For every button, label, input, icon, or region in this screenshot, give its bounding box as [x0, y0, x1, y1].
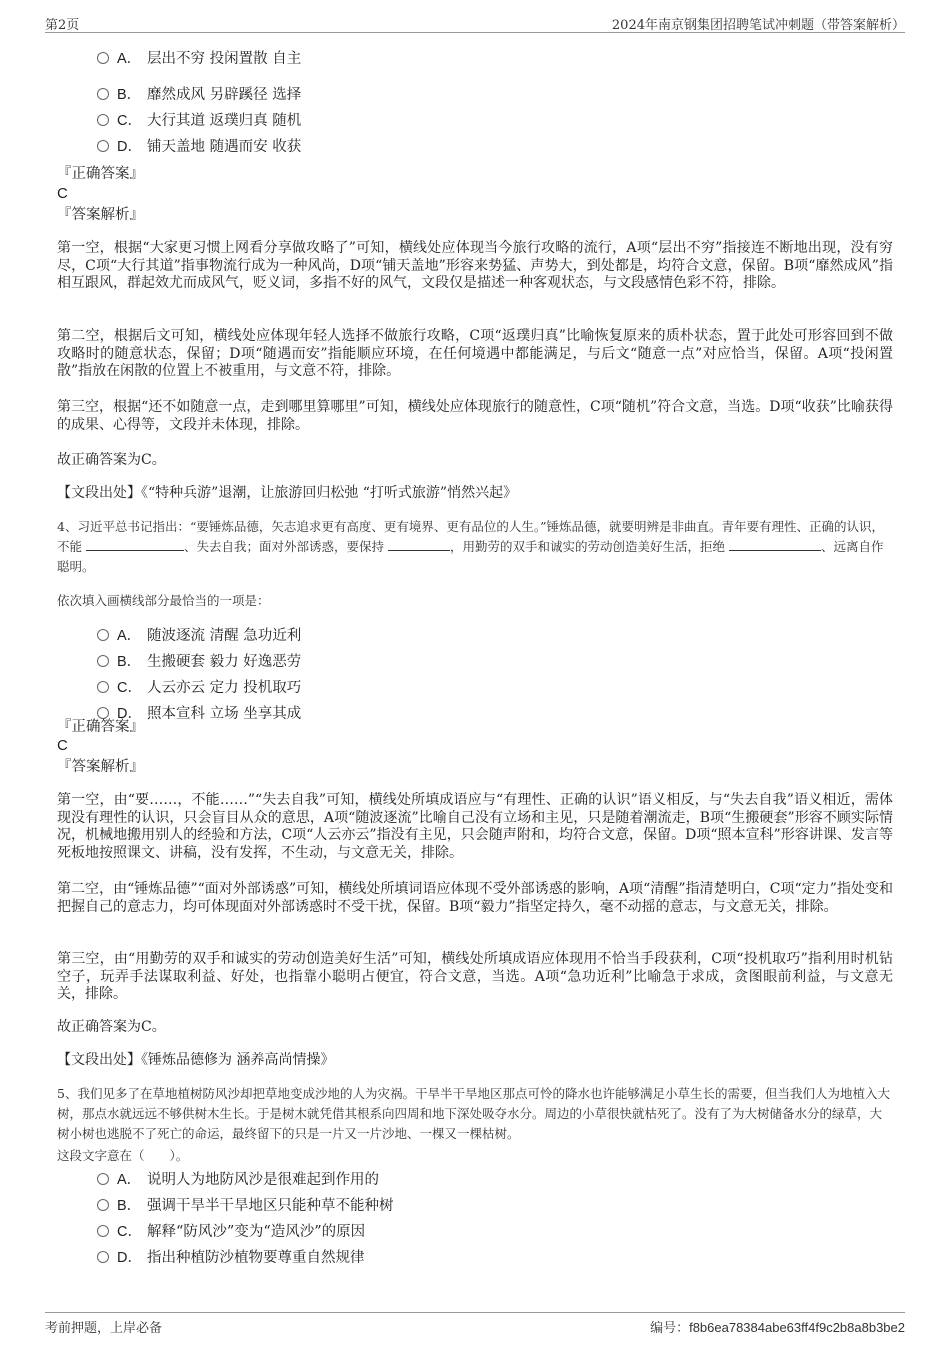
q4-answer: C — [57, 737, 68, 754]
q4-analysis-2: 第二空，由“锤炼品德”“面对外部诱惑”可知，横线处所填词语应体现不受外部诱惑的影响，A项“清醒”指清楚明白，C项“定力”指处变和把握自己的意志力，均可体现面对外部诱惑时不受干扰，保留。B项“毅力”指坚定持久，毫不动摇的意志，与文意无关，排除。 — [57, 881, 893, 915]
radio-icon[interactable] — [97, 629, 109, 641]
radio-icon[interactable] — [97, 681, 109, 693]
q5-option-d[interactable]: D． 指出种植防沙植物要尊重自然规律 — [97, 1248, 365, 1268]
radio-icon[interactable] — [97, 140, 109, 152]
blank-3 — [729, 538, 821, 551]
q4-stem: 4、习近平总书记指出：“要锤炼品德，矢志追求更有高度、更有境界、更有品位的人生。”锤炼品德，就要明辨是非曲直。青年要有理性、正确的认识，不能 、失去自我；面对外部诱惑，要保持 ，用勤劳的双手和诚实的劳动创造美好生活，拒绝 、远离自作聪明。 — [57, 519, 884, 574]
page-header — [45, 12, 905, 33]
q5-option-a[interactable]: A． 说明人为地防风沙是很难起到作用的 — [97, 1170, 379, 1190]
q3-analysis-3: 第三空，根据“还不如随意一点，走到哪里算哪里”可知，横线处应体现旅行的随意性，C项“随机”符合文意，当选。D项“收获”比喻获得的成果、心得等，文段并未体现，排除。 — [57, 399, 893, 433]
q3-source: 【文段出处】《“特种兵游”退潮，让旅游回归松弛 “打听式旅游”悄然兴起》 — [57, 485, 518, 501]
q4-prompt: 依次填入画横线部分最恰当的一项是： — [57, 593, 270, 608]
q4-analysis-label: 『答案解析』 — [57, 759, 144, 775]
q3-option-b[interactable]: B． 靡然成风 另辟蹊径 选择 — [97, 85, 301, 105]
radio-icon[interactable] — [97, 1225, 109, 1237]
q3-analysis-label: 『答案解析』 — [57, 207, 144, 223]
radio-icon[interactable] — [97, 88, 109, 100]
q4-analysis-1: 第一空，由“要……，不能……”“失去自我”可知，横线处所填成语应与“有理性、正确的认识”语义相反，与“失去自我”语义相近，需体现没有理性的认识，只会盲目从众的意思，A项“随波逐流”比喻自己没有立场和主见，只是随着潮流走，B项“生搬硬套”形容不顾实际情况，机械地搬用别人的经验和方法，C项“人云亦云”指没有主见，只会随声附和，均符合文意，保留。D项“照本宣科”形容讲课、发言等死板地按照课文、讲稿，没有发挥，不生动，与文意无关，排除。 — [57, 792, 893, 861]
radio-icon[interactable] — [97, 1251, 109, 1263]
document-code: 编号：f8b6ea78384abe63ff4f9c2b8a8b3be2 — [650, 1320, 905, 1336]
q3-conclusion: 故正确答案为C。 — [57, 452, 166, 468]
q3-option-d[interactable]: D． 铺天盖地 随遇而安 收获 — [97, 137, 301, 157]
q4-source: 【文段出处】《锤炼品德修为 涵养高尚情操》 — [57, 1052, 335, 1068]
q3-option-a[interactable]: A． 层出不穷 投闲置散 自主 — [97, 49, 301, 69]
document-title: 2024年南京钢集团招聘笔试冲刺题（带答案解析） — [611, 18, 905, 33]
q4-option-a[interactable]: A． 随波逐流 清醒 急功近利 — [97, 626, 301, 646]
blank-1 — [86, 538, 184, 551]
q4-conclusion: 故正确答案为C。 — [57, 1019, 166, 1035]
q3-correct-answer-label: 『正确答案』 — [57, 166, 144, 182]
blank-2 — [388, 538, 450, 551]
q3-answer: C — [57, 185, 68, 202]
q5-option-c[interactable]: C． 解释“防风沙”变为“造风沙”的原因 — [97, 1222, 365, 1242]
q4-correct-answer-label: 『正确答案』 — [57, 719, 144, 735]
q5-stem: 5、我们见多了在草地植树防风沙却把草地变成沙地的人为灾祸。干旱半干旱地区那点可怜的降水也许能够满足小草生长的需要，但当我们人为地植入大树，那点水就远远不够供树木生长。于是树木就凭借其根系向四周和地下深处吸夺水分。周边的小草很快就枯死了。没有了为大树储备水分的绿草，大树小树也逃脱不了死亡的命运，最终留下的只是一片又一片沙地、一棵又一棵枯树。 — [57, 1086, 890, 1141]
radio-icon[interactable] — [97, 1173, 109, 1185]
radio-icon[interactable] — [97, 114, 109, 126]
q3-analysis-1: 第一空，根据“大家更习惯上网看分享做攻略了”可知，横线处应体现当今旅行攻略的流行，A项“层出不穷”指接连不断地出现，没有穷尽，C项“大行其道”指事物流行成为一种风尚，D项“铺天盖地”形容来势猛、声势大，到处都是，均符合文意，保留。B项“靡然成风”指相互跟风，群起效尤而成风气，贬义词，多指不好的风气，文段仅是描述一种客观状态，与文段感情色彩不符，排除。 — [57, 240, 893, 291]
footer-slogan: 考前押题，上岸必备 — [45, 1321, 163, 1336]
radio-icon[interactable] — [97, 52, 109, 64]
page-number: 第2页 — [45, 18, 80, 33]
q4-option-c[interactable]: C． 人云亦云 定力 投机取巧 — [97, 678, 301, 698]
radio-icon[interactable] — [97, 1199, 109, 1211]
q4-analysis-3: 第三空，由“用勤劳的双手和诚实的劳动创造美好生活”可知，横线处所填成语应体现用不恰当手段获利，C项“投机取巧”指利用时机钻空子，玩弄手法谋取利益、好处，也指靠小聪明占便宜，符合文意，当选。A项“急功近利”比喻急于求成，贪图眼前利益，与文意无关，排除。 — [57, 951, 893, 1002]
radio-icon[interactable] — [97, 655, 109, 667]
q3-analysis-2: 第二空，根据后文可知，横线处应体现年轻人选择不做旅行攻略，C项“返璞归真”比喻恢复原来的质朴状态，置于此处可形容回到不做攻略时的随意状态，保留；D项“随遇而安”指能顺应环境，在任何境遇中都能满足，与后文“随意一点”对应恰当，保留。A项“投闲置散”指放在闲散的位置上不被重用，与文意不符，排除。 — [57, 328, 893, 379]
q4-option-b[interactable]: B． 生搬硬套 毅力 好逸恶劳 — [97, 652, 301, 672]
q3-option-c[interactable]: C． 大行其道 返璞归真 随机 — [97, 111, 301, 131]
q5-option-b[interactable]: B． 强调干旱半干旱地区只能种草不能种树 — [97, 1196, 394, 1216]
q5-prompt: 这段文字意在（ ）。 — [57, 1148, 189, 1163]
page-footer — [45, 1312, 905, 1335]
q4-option-d[interactable]: D． 照本宣科 立场 坐享其成 — [97, 704, 301, 724]
